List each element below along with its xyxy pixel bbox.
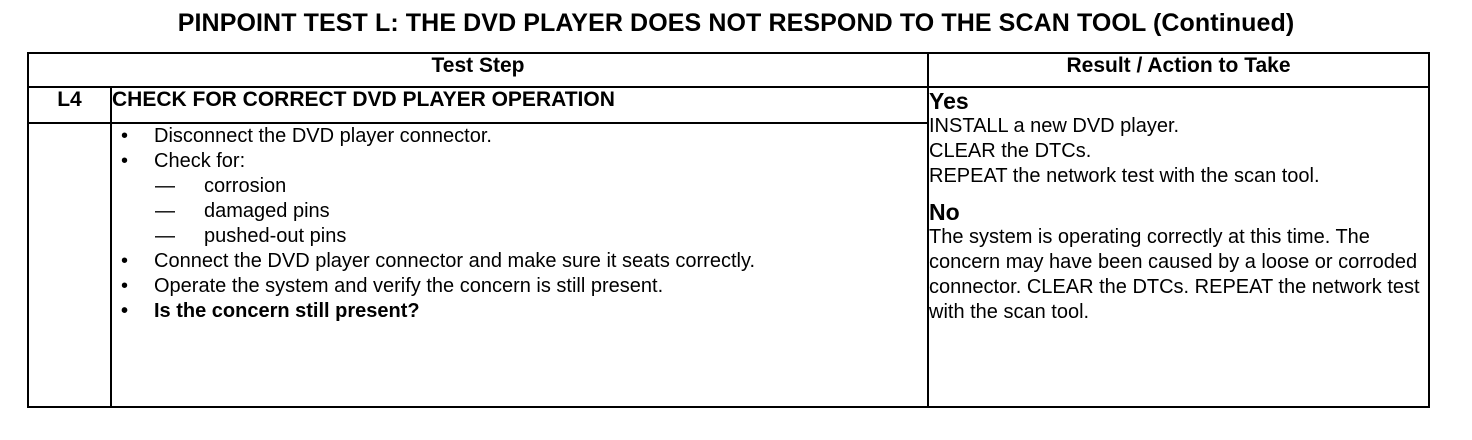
bullet-icon: • — [121, 150, 129, 172]
bullet-icon: • — [121, 250, 129, 272]
step-title-row — [28, 87, 1429, 123]
list-item: • Check for: — [121, 150, 246, 172]
pinpoint-test-table — [27, 52, 1430, 408]
result-action-header: Result / Action to Take — [928, 53, 1429, 87]
list-item: • Operate the system and verify the concern is still present. — [121, 275, 664, 297]
table-header-row — [28, 53, 1429, 87]
list-item-question: • Is the concern still present? — [121, 300, 420, 322]
dash-icon: — — [155, 200, 175, 222]
no-label: No — [929, 199, 960, 225]
yes-action-line: INSTALL a new DVD player. — [929, 115, 1180, 137]
yes-action-line: REPEAT the network test with the scan tool. — [929, 165, 1320, 187]
sub-list-item: — damaged pins — [155, 200, 330, 222]
sub-list-item: — corrosion — [155, 175, 287, 197]
step-title: CHECK FOR CORRECT DVD PLAYER OPERATION — [111, 87, 928, 123]
test-step-header: Test Step — [28, 53, 928, 87]
sub-list-item: — pushed-out pins — [155, 225, 347, 247]
page-title: PINPOINT TEST L: THE DVD PLAYER DOES NOT RESPOND TO THE SCAN TOOL (Continued) — [177, 9, 1295, 37]
bullet-icon: • — [121, 275, 129, 297]
bullet-icon: • — [121, 300, 129, 322]
yes-action-line: CLEAR the DTCs. — [929, 140, 1092, 162]
dash-icon: — — [155, 225, 175, 247]
result-action-cell — [928, 87, 1429, 407]
bullet-icon: • — [121, 125, 129, 147]
list-item: • Disconnect the DVD player connector. — [121, 125, 492, 147]
step-code: L4 — [28, 87, 111, 123]
step-instructions — [111, 123, 928, 407]
dash-icon: — — [155, 175, 175, 197]
list-item: • Connect the DVD player connector and make sure it seats correctly. — [121, 250, 756, 272]
step-code-blank — [28, 123, 111, 407]
no-action-text: The system is operating correctly at this time. The concern may have been caused by a loose or corroded connector. CLEAR the DTCs. REPEAT the network test with the scan tool. — [929, 226, 1420, 323]
yes-label: Yes — [929, 88, 969, 114]
